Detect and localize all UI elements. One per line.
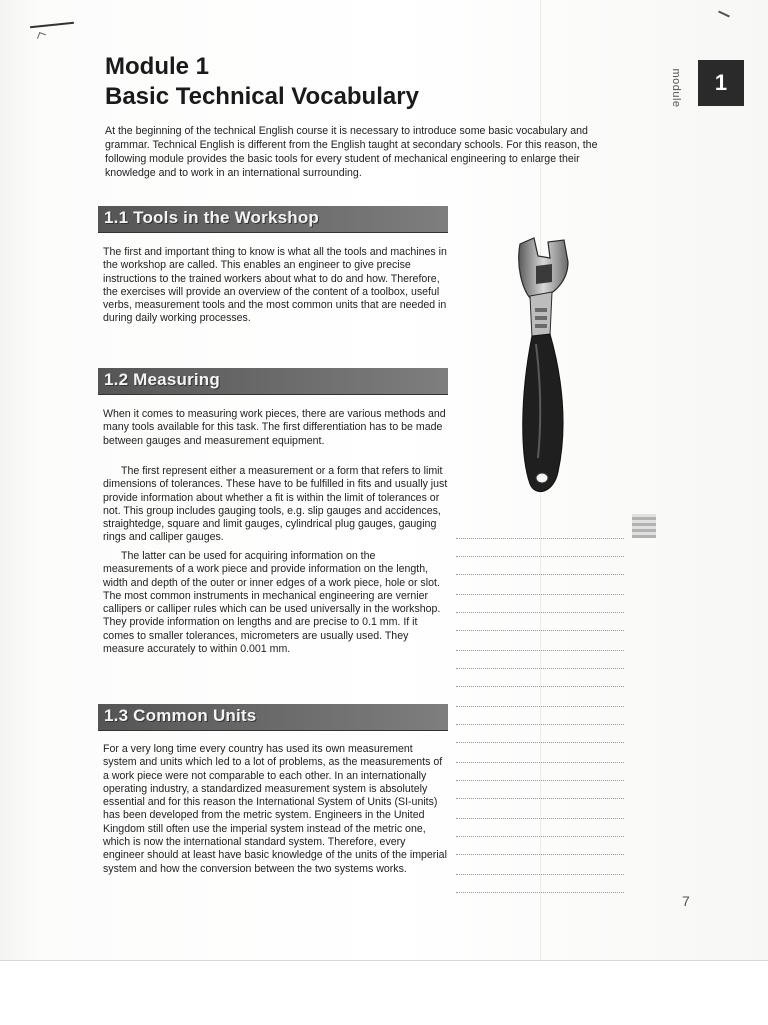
- note-line: [456, 612, 624, 613]
- note-line: [456, 780, 624, 781]
- section-heading-measuring: [98, 368, 448, 395]
- page-title: [105, 52, 419, 112]
- section-heading-tools: [98, 206, 448, 233]
- paragraph-tools: The first and important thing to know is what all the tools and machines in the workshop are called. This enables an engineer to give precise instructions to the trained workers about what to do and how. Therefore, the exercises will provide an overview of the content of a toolbox, useful verbs, measurement tools and the most common units that are needed in during daily working processes.: [103, 246, 447, 325]
- page-number: 7: [682, 893, 690, 909]
- section-heading-text: 1.3 Common Units: [104, 706, 257, 725]
- section-heading-text: 1.1 Tools in the Workshop: [104, 208, 320, 227]
- note-line: [456, 798, 624, 799]
- paragraph-measuring-1: When it comes to measuring work pieces, there are various methods and many tools available for this task. The first differentiation has to be made between gauges and measurement equipment.: [103, 408, 446, 447]
- title-line-1: Module 1: [105, 53, 210, 80]
- note-line: [456, 742, 624, 743]
- note-lines: [456, 538, 626, 908]
- note-line: [456, 686, 624, 687]
- note-line: [456, 630, 624, 631]
- intro-paragraph: At the beginning of the technical English course it is necessary to introduce some basic vocabulary and grammar. Technical English is different from the English taught at secondary schools. For this reason, the following module provides the basic tools for every student of mechanical engineering to enlarge their knowledge and to work in an international surrounding.: [105, 125, 598, 179]
- note-line: [456, 892, 624, 893]
- note-line: [456, 668, 624, 669]
- page-bottom-margin: [0, 960, 768, 1025]
- paragraph-units: For a very long time every country has used its own measurement system and units which led to a lot of problems, as the measurements of a work piece were not comparable to each other. In an internationally operating industry, a standardized measurement system is absolutely essential and for this reason the International System of Units (SI-units) has been developed from the metric system. Engineers in the United Kingdom still often use the imperial system instead of the metric one, which is now the international standard system. Therefore, every engineer should at least have basic knowledge of the units of the imperial system and how the conversion between the two systems works.: [103, 743, 447, 875]
- adjustable-wrench-icon: [506, 236, 578, 500]
- paragraph-measuring-3: The latter can be used for acquiring information on the measurements of a work piece and provide information on the length, width and depth of the outer or inner edges of a work piece, hole or slot. The most common instruments in mechanical engineering are vernier callipers or calliper rules which can be used universally in the workshop. They provide information on lengths and are precise to 0.1 mm. If it comes to smaller tolerances, micrometers are usually used. They measure accurately to within 0.001 mm.: [103, 550, 441, 656]
- title-line-2: Basic Technical Vocabulary: [105, 83, 419, 110]
- note-line: [456, 538, 624, 539]
- note-line: [456, 574, 624, 575]
- note-line: [456, 556, 624, 557]
- paragraph-measuring-2: The first represent either a measurement or a form that refers to limit dimensions of tolerances. These have to be fulfilled in fits and usually just provide information about whether a fit is within the limit of tolerances or not. This group includes gauging tools, e.g. slip gauges and accidences, straightedge, square and limit gauges, cylindrical plug gauges, gauging rings and calliper gauges.: [103, 465, 448, 544]
- section-heading-units: [98, 704, 448, 731]
- qr-code-icon: [632, 514, 656, 538]
- note-line: [456, 836, 624, 837]
- module-tab-label: module: [670, 68, 682, 108]
- note-line: [456, 724, 624, 725]
- module-tab: [698, 60, 744, 106]
- module-tab-number: 1: [714, 70, 728, 95]
- note-line: [456, 874, 624, 875]
- note-line: [456, 762, 624, 763]
- note-line: [456, 818, 624, 819]
- note-line: [456, 706, 624, 707]
- section-heading-text: 1.2 Measuring: [104, 370, 220, 389]
- note-line: [456, 594, 624, 595]
- note-line: [456, 854, 624, 855]
- note-line: [456, 650, 624, 651]
